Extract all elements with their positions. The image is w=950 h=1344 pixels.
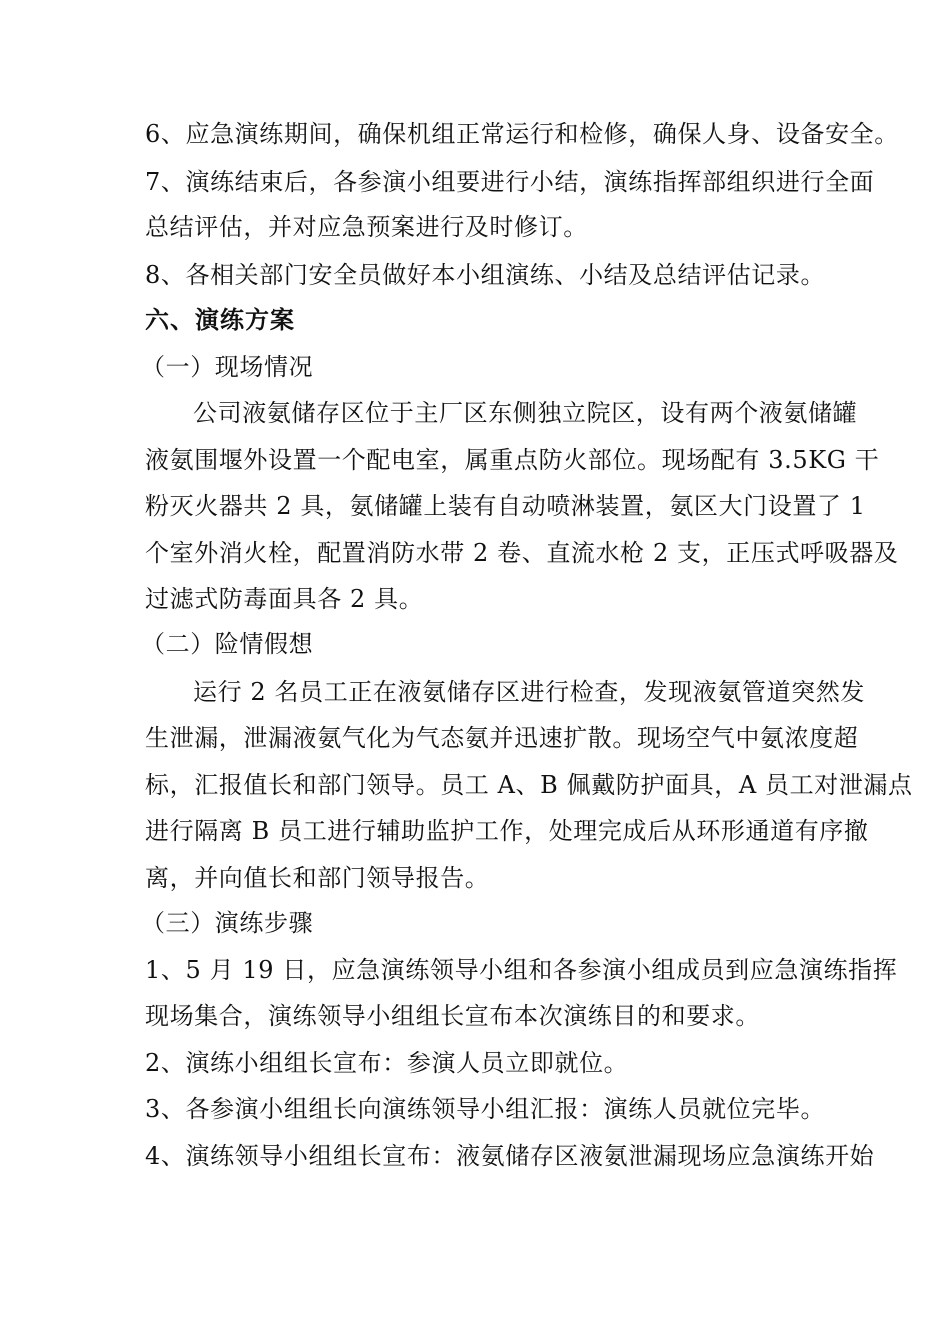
paragraph-hazard-line-1: 运行 2 名员工正在液氨储存区进行检查，发现液氨管道突然发 — [193, 678, 865, 706]
subheading-hazard-scenario: （二）险情假想 — [141, 630, 314, 658]
subheading-site-situation: （一）现场情况 — [141, 353, 314, 381]
paragraph-hazard-line-5: 离，并向值长和部门领导报告。 — [145, 864, 490, 892]
paragraph-site-line-4: 个室外消火栓，配置消防水带 2 卷、直流水枪 2 支，正压式呼吸器及 — [145, 539, 899, 567]
paragraph-hazard-line-3: 标，汇报值长和部门领导。员工 A、B 佩戴防护面具，A 员工对泄漏点 — [145, 771, 913, 799]
paragraph-site-line-2: 液氨围堰外设置一个配电室，属重点防火部位。现场配有 3.5KG 干 — [145, 446, 880, 474]
paragraph-site-line-5: 过滤式防毒面具各 2 具。 — [145, 585, 424, 613]
paragraph-site-line-1: 公司液氨储存区位于主厂区东侧独立院区，设有两个液氨储罐 — [193, 399, 858, 427]
step-3: 3、各参演小组组长向演练领导小组汇报：演练人员就位完毕。 — [145, 1095, 826, 1123]
paragraph-site-line-3: 粉灭火器共 2 具，氨储罐上装有自动喷淋装置，氨区大门设置了 1 — [145, 492, 866, 520]
text-line-item-6: 6、应急演练期间，确保机组正常运行和检修，确保人身、设备安全。 — [145, 120, 899, 148]
text-line-item-7: 7、演练结束后，各参演小组要进行小结，演练指挥部组织进行全面 — [145, 168, 875, 196]
text-line-item-8: 8、各相关部门安全员做好本小组演练、小结及总结评估记录。 — [145, 261, 826, 289]
step-2: 2、演练小组组长宣布：参演人员立即就位。 — [145, 1049, 629, 1077]
section-heading-drill-plan: 六、演练方案 — [145, 306, 295, 334]
step-1-line-2: 现场集合，演练领导小组组长宣布本次演练目的和要求。 — [145, 1002, 760, 1030]
step-1-line-1: 1、5 月 19 日，应急演练领导小组和各参演小组成员到应急演练指挥 — [145, 956, 898, 984]
paragraph-hazard-line-4: 进行隔离 B 员工进行辅助监护工作，处理完成后从环形通道有序撤 — [145, 817, 869, 845]
paragraph-hazard-line-2: 生泄漏，泄漏液氨气化为气态氨并迅速扩散。现场空气中氨浓度超 — [145, 724, 859, 752]
step-4: 4、演练领导小组组长宣布：液氨储存区液氨泄漏现场应急演练开始 — [145, 1142, 875, 1170]
text-line-item-7-cont: 总结评估，并对应急预案进行及时修订。 — [145, 213, 588, 241]
subheading-drill-steps: （三）演练步骤 — [141, 909, 314, 937]
